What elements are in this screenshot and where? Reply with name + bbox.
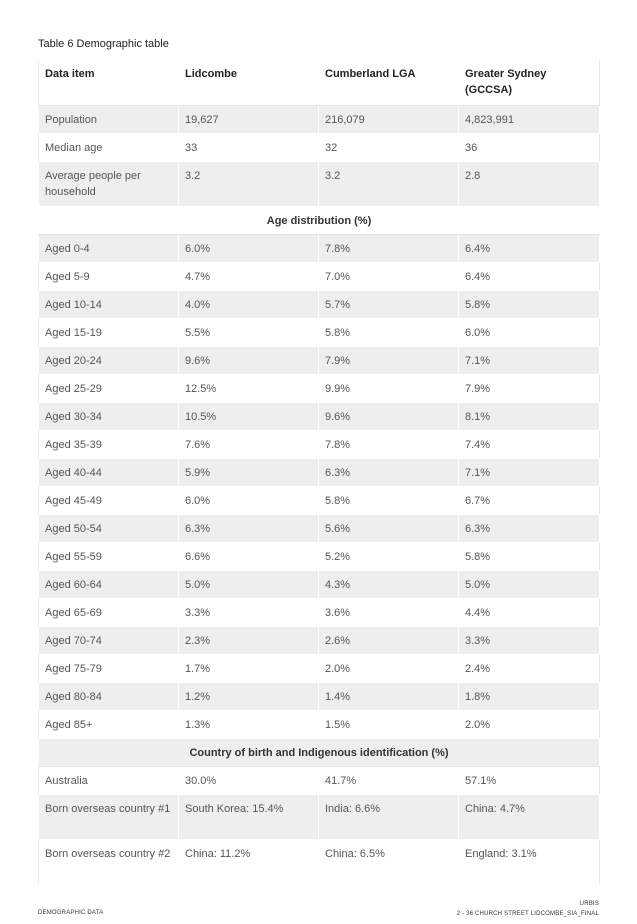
table-cell: 4.0% [179, 291, 319, 319]
footer-document-name: 2 - 36 CHURCH STREET LIDCOMBE_SIA_FINAL [456, 911, 599, 917]
table-row [39, 347, 600, 375]
table-cell: 1.5% [319, 711, 459, 739]
table-cell: 7.1% [459, 459, 600, 487]
table-cell: 6.0% [459, 319, 600, 347]
table-cell: 5.2% [319, 543, 459, 571]
table-caption: Table 6 Demographic table [38, 38, 169, 50]
table-cell: 36 [459, 134, 600, 162]
table-cell: 9.6% [319, 403, 459, 431]
table-cell: 2.4% [459, 655, 600, 683]
section-row [39, 207, 600, 235]
table-cell: 1.2% [179, 683, 319, 711]
table-row [39, 291, 600, 319]
row-label: Aged 80-84 [39, 683, 179, 711]
table-cell: 7.6% [179, 431, 319, 459]
row-label: Aged 55-59 [39, 543, 179, 571]
table-row [39, 711, 600, 739]
table-row [39, 403, 600, 431]
table-cell: 2.0% [319, 655, 459, 683]
table-cell: 5.6% [319, 515, 459, 543]
table-row [39, 375, 600, 403]
table-cell: 9.6% [179, 347, 319, 375]
row-label: Aged 60-64 [39, 571, 179, 599]
table-cell: South Korea: 15.4% [179, 795, 319, 840]
row-label: Aged 45-49 [39, 487, 179, 515]
table-row [39, 599, 600, 627]
table-row [39, 487, 600, 515]
section-row [39, 739, 600, 767]
table-row [39, 235, 600, 263]
table-cell: 6.3% [179, 515, 319, 543]
table-row [39, 627, 600, 655]
table-cell: 2.3% [179, 627, 319, 655]
table-row [39, 319, 600, 347]
table-cell: 5.9% [179, 459, 319, 487]
table-cell: 5.0% [179, 571, 319, 599]
header-cumberland: Cumberland LGA [319, 61, 459, 106]
table-cell: China: 6.5% [319, 840, 459, 885]
table-cell: 41.7% [319, 767, 459, 795]
table-cell: 1.4% [319, 683, 459, 711]
table-cell: 4.7% [179, 263, 319, 291]
row-label: Aged 70-74 [39, 627, 179, 655]
table-row [39, 162, 600, 207]
section-heading: Age distribution (%) [39, 207, 600, 235]
row-label: Born overseas country #2 [39, 840, 179, 885]
row-label: Aged 85+ [39, 711, 179, 739]
table-row [39, 840, 600, 885]
section-heading: Country of birth and Indigenous identification (%) [39, 739, 600, 767]
table-cell: 7.9% [459, 375, 600, 403]
table-cell: 1.3% [179, 711, 319, 739]
row-label: Aged 25-29 [39, 375, 179, 403]
table-cell: 10.5% [179, 403, 319, 431]
table-cell: 1.7% [179, 655, 319, 683]
table-cell: India: 6.6% [319, 795, 459, 840]
footer-section-name: DEMOGRAPHIC DATA [38, 910, 104, 916]
table-cell: 4.3% [319, 571, 459, 599]
table-cell: 6.3% [459, 515, 600, 543]
demographic-table [38, 60, 600, 885]
table-cell: 2.0% [459, 711, 600, 739]
table-cell: 57.1% [459, 767, 600, 795]
table-cell: 216,079 [319, 106, 459, 134]
table-cell: 2.6% [319, 627, 459, 655]
table-row [39, 767, 600, 795]
table-row [39, 263, 600, 291]
table-cell: 7.0% [319, 263, 459, 291]
table-cell: 5.8% [319, 319, 459, 347]
table-cell: 8.1% [459, 403, 600, 431]
table-cell: 9.9% [319, 375, 459, 403]
row-label: Aged 35-39 [39, 431, 179, 459]
table-row [39, 543, 600, 571]
row-label: Aged 30-34 [39, 403, 179, 431]
table-header-row [39, 61, 600, 106]
table-cell: 12.5% [179, 375, 319, 403]
table-cell: China: 11.2% [179, 840, 319, 885]
table-cell: 3.2 [319, 162, 459, 207]
row-label: Aged 0-4 [39, 235, 179, 263]
table-row [39, 515, 600, 543]
header-greater-sydney: Greater Sydney (GCCSA) [459, 61, 600, 106]
row-label: Aged 15-19 [39, 319, 179, 347]
table-cell: 5.7% [319, 291, 459, 319]
row-label: Aged 5-9 [39, 263, 179, 291]
table-row [39, 431, 600, 459]
table-row [39, 134, 600, 162]
table-cell: 6.0% [179, 235, 319, 263]
table-row [39, 683, 600, 711]
table-cell: 33 [179, 134, 319, 162]
row-label: Aged 20-24 [39, 347, 179, 375]
row-label: Aged 65-69 [39, 599, 179, 627]
table-cell: 7.1% [459, 347, 600, 375]
table-cell: 7.8% [319, 431, 459, 459]
table-row [39, 106, 600, 134]
table-cell: 3.3% [179, 599, 319, 627]
table-cell: England: 3.1% [459, 840, 600, 885]
table-cell: 32 [319, 134, 459, 162]
table-cell: 6.4% [459, 235, 600, 263]
table-row [39, 795, 600, 840]
table-cell: 2.8 [459, 162, 600, 207]
table-row [39, 655, 600, 683]
header-data-item: Data item [39, 61, 179, 106]
table-cell: 5.8% [319, 487, 459, 515]
table-cell: 6.3% [319, 459, 459, 487]
row-label: Born overseas country #1 [39, 795, 179, 840]
row-label: Average people per household [39, 162, 179, 207]
table-cell: 1.8% [459, 683, 600, 711]
table-cell: 4,823,991 [459, 106, 600, 134]
header-lidcombe: Lidcombe [179, 61, 319, 106]
table-cell: 5.5% [179, 319, 319, 347]
row-label: Aged 10-14 [39, 291, 179, 319]
row-label: Median age [39, 134, 179, 162]
table-cell: 5.0% [459, 571, 600, 599]
footer-brand: URBIS [579, 901, 599, 907]
table-cell: China: 4.7% [459, 795, 600, 840]
row-label: Australia [39, 767, 179, 795]
table-row [39, 571, 600, 599]
row-label: Population [39, 106, 179, 134]
table-cell: 7.8% [319, 235, 459, 263]
footer-right [457, 899, 599, 919]
table-cell: 7.4% [459, 431, 600, 459]
table-cell: 3.6% [319, 599, 459, 627]
table-cell: 6.7% [459, 487, 600, 515]
table-cell: 19,627 [179, 106, 319, 134]
table-cell: 5.8% [459, 543, 600, 571]
table-cell: 3.3% [459, 627, 600, 655]
row-label: Aged 50-54 [39, 515, 179, 543]
table-cell: 5.8% [459, 291, 600, 319]
table-cell: 6.0% [179, 487, 319, 515]
table-cell: 3.2 [179, 162, 319, 207]
table-cell: 7.9% [319, 347, 459, 375]
table-cell: 30.0% [179, 767, 319, 795]
row-label: Aged 75-79 [39, 655, 179, 683]
row-label: Aged 40-44 [39, 459, 179, 487]
table-row [39, 459, 600, 487]
table-cell: 6.6% [179, 543, 319, 571]
table-cell: 6.4% [459, 263, 600, 291]
table-cell: 4.4% [459, 599, 600, 627]
